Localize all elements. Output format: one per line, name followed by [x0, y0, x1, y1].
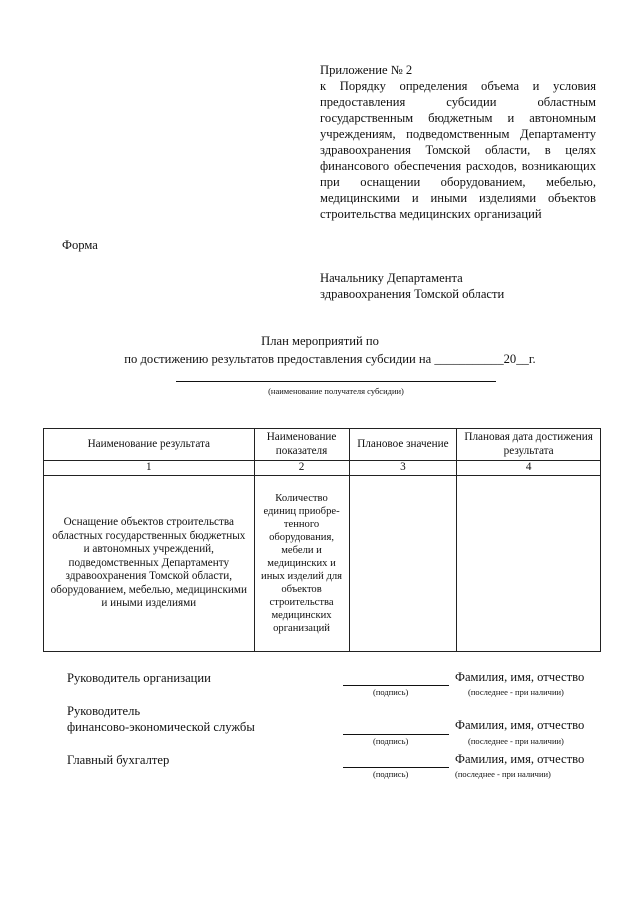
- header-planned-date: Плановая дата достижения результата: [457, 429, 601, 461]
- finance-head-label-line-2: финансово-экономической службы: [67, 720, 255, 734]
- header-result: Наименование результата: [44, 429, 255, 461]
- appendix-block: [320, 62, 596, 222]
- head-name-label: Фамилия, имя, отчество: [455, 670, 585, 684]
- accountant-signature-caption: (подпись): [373, 769, 409, 779]
- head-name-caption: (последнее - при наличии): [468, 687, 564, 697]
- appendix-title: Приложение № 2: [320, 63, 413, 77]
- column-number: 2: [254, 461, 349, 476]
- addressee-block: [320, 270, 610, 302]
- accountant-signature-line: [343, 767, 449, 768]
- table-row: [44, 476, 601, 652]
- column-number: 3: [349, 461, 457, 476]
- appendix-text: к Порядку определения объема и условия предоставления субсидии областным государственным бюджетным и автономным учреждениям, подведомственным Департаменту здравоохранения Томской области, в целях финансового обеспечения расходов, возникающих при оснащении оборудованием, мебелью, медицинскими и иными изделиями объектов строительства медицинских организаций: [320, 79, 596, 221]
- head-signature-caption: (подпись): [373, 687, 409, 697]
- plan-table: [43, 428, 601, 652]
- finance-signature-line: [343, 734, 449, 735]
- recipient-line: [176, 381, 496, 382]
- finance-head-label-line-1: Руководитель: [67, 704, 141, 718]
- header-indicator: Наименование показателя: [254, 429, 349, 461]
- finance-name-caption: (последнее - при наличии): [468, 736, 564, 746]
- finance-name-label: Фамилия, имя, отчество: [455, 718, 585, 732]
- header-planned-value: Плановое значение: [349, 429, 457, 461]
- cell-indicator: Количество единиц приобре-тенного оборудования, мебели и медицинских и иных изделий для объектов строительства медицинских организаций: [254, 476, 349, 652]
- recipient-caption: (наименование получателя субсидии): [268, 386, 404, 396]
- table-header-row: [44, 429, 601, 461]
- cell-result: Оснащение объектов строительства областных государственных бюджетных и автономных учреждений, подведомственных Департаменту здравоохранения Томской области, оборудованием, мебелью, медицинскими и иными изделиями: [44, 476, 255, 652]
- form-label: Форма: [62, 238, 98, 252]
- head-of-organization-label: Руководитель организации: [67, 671, 211, 685]
- column-number: 1: [44, 461, 255, 476]
- finance-signature-caption: (подпись): [373, 736, 409, 746]
- cell-planned-date: [457, 476, 601, 652]
- addressee-line-2: здравоохранения Томской области: [320, 287, 505, 301]
- table-number-row: [44, 461, 601, 476]
- cell-planned-value: [349, 476, 457, 652]
- accountant-name-caption: (последнее - при наличии): [455, 769, 551, 779]
- chief-accountant-label: Главный бухгалтер: [67, 753, 170, 767]
- column-number: 4: [457, 461, 601, 476]
- accountant-name-label: Фамилия, имя, отчество: [455, 752, 585, 766]
- plan-subtitle: по достижению результатов предоставления субсидии на ___________20__г.: [124, 352, 536, 366]
- plan-title: План мероприятий по: [261, 334, 379, 348]
- head-signature-line: [343, 685, 449, 686]
- finance-head-label: [67, 703, 255, 735]
- addressee-line-1: Начальнику Департамента: [320, 271, 463, 285]
